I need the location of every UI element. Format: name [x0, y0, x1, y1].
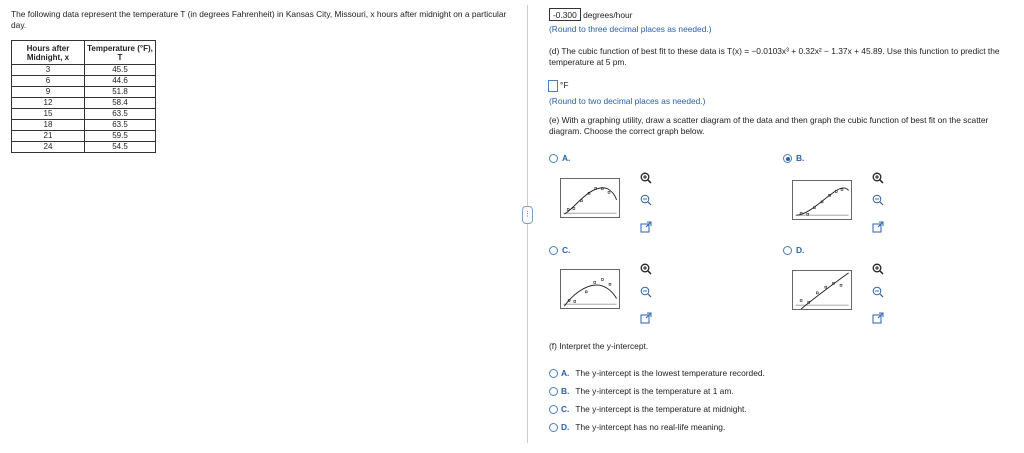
option-letter: C. [561, 404, 570, 414]
part-f-question: (f) Interpret the y-intercept. [549, 341, 649, 351]
zoom-out-icon[interactable] [640, 286, 652, 298]
table-cell: 15 [12, 109, 85, 120]
table-header-temp: Temperature (°F), T [85, 41, 156, 65]
option-letter: A. [561, 368, 570, 378]
option-text: The y-intercept has no real-life meaning. [575, 422, 726, 432]
part-c-unit: degrees/hour [583, 10, 633, 20]
option-letter: C. [562, 245, 571, 255]
part-d-question: (d) The cubic function of best fit to these data is T(x) = −0.0103x³ + 0.32x² − 1.37x + 45.89. Use this function to predict the temperature at 5 pm. [549, 46, 1000, 67]
zoom-in-icon[interactable] [640, 263, 652, 275]
popout-icon[interactable] [640, 221, 652, 233]
option-letter: D. [561, 422, 570, 432]
option-letter: B. [561, 386, 570, 396]
graph-option-a[interactable] [549, 153, 570, 163]
table-cell: 21 [12, 131, 85, 142]
popout-icon[interactable] [872, 312, 884, 324]
option-text: The y-intercept is the temperature at midnight. [575, 404, 747, 414]
part-f-option-c[interactable] [549, 403, 747, 415]
table-cell: 54.5 [85, 142, 156, 153]
table-row [12, 131, 156, 142]
zoom-in-icon[interactable] [640, 172, 652, 184]
radio-b[interactable] [783, 154, 792, 163]
table-cell: 6 [12, 76, 85, 87]
table-cell: 45.5 [85, 65, 156, 76]
panel-divider [527, 5, 528, 443]
graph-a [560, 178, 620, 218]
panel-toggle-button[interactable] [522, 206, 533, 224]
part-d-unit: °F [560, 80, 569, 90]
zoom-in-icon[interactable] [872, 263, 884, 275]
zoom-out-icon[interactable] [640, 194, 652, 206]
popout-icon[interactable] [872, 221, 884, 233]
part-d-instruction: (Round to two decimal places as needed.) [549, 96, 706, 106]
zoom-in-icon[interactable] [872, 172, 884, 184]
zoom-out-icon[interactable] [872, 286, 884, 298]
table-cell: 44.6 [85, 76, 156, 87]
table-cell: 51.8 [85, 87, 156, 98]
radio-a[interactable] [549, 154, 558, 163]
part-f-option-d[interactable] [549, 421, 725, 433]
table-row [12, 98, 156, 109]
graph-b [792, 180, 852, 220]
table-cell: 12 [12, 98, 85, 109]
table-cell: 58.4 [85, 98, 156, 109]
option-letter: A. [562, 153, 571, 163]
radio-c[interactable] [549, 246, 558, 255]
part-d-answer-input[interactable] [548, 80, 558, 92]
problem-intro: The following data represent the temperature T (in degrees Fahrenheit) in Kansas City, Missouri, x hours after midnight on a particular day. [11, 9, 507, 30]
table-cell: 63.5 [85, 120, 156, 131]
option-text: The y-intercept is the temperature at 1 am. [575, 386, 734, 396]
graph-d [792, 270, 852, 310]
table-cell: 63.5 [85, 109, 156, 120]
part-c-answer-field[interactable]: -0.300 [549, 8, 581, 21]
table-cell: 9 [12, 87, 85, 98]
radio-f-d[interactable] [549, 423, 558, 432]
graph-option-b[interactable] [783, 153, 804, 163]
table-row [12, 109, 156, 120]
part-e-question: (e) With a graphing utility, draw a scatter diagram of the data and then graph the cubic function of best fit on the scatter diagram. Choose the correct graph below. [549, 115, 989, 136]
radio-f-c[interactable] [549, 405, 558, 414]
table-cell: 18 [12, 120, 85, 131]
graph-option-d[interactable] [783, 245, 804, 255]
data-table [11, 40, 156, 153]
table-cell: 3 [12, 65, 85, 76]
graph-option-c[interactable] [549, 245, 570, 255]
more-icon: ⋮ [524, 211, 531, 218]
radio-d[interactable] [783, 246, 792, 255]
zoom-out-icon[interactable] [872, 194, 884, 206]
table-cell: 59.5 [85, 131, 156, 142]
table-row [12, 65, 156, 76]
radio-f-a[interactable] [549, 369, 558, 378]
table-row [12, 87, 156, 98]
table-row [12, 120, 156, 131]
table-row [12, 142, 156, 153]
part-c-answer-row [549, 8, 632, 22]
graph-c [560, 269, 620, 309]
part-c-instruction: (Round to three decimal places as needed.) [549, 24, 712, 34]
part-f-option-a[interactable] [549, 367, 765, 379]
table-header-hours: Hours after Midnight, x [12, 41, 85, 65]
option-letter: D. [796, 245, 805, 255]
option-text: The y-intercept is the lowest temperature recorded. [575, 368, 765, 378]
option-letter: B. [796, 153, 805, 163]
part-f-option-b[interactable] [549, 385, 734, 397]
table-row [12, 76, 156, 87]
radio-f-b[interactable] [549, 387, 558, 396]
table-cell: 24 [12, 142, 85, 153]
popout-icon[interactable] [640, 312, 652, 324]
